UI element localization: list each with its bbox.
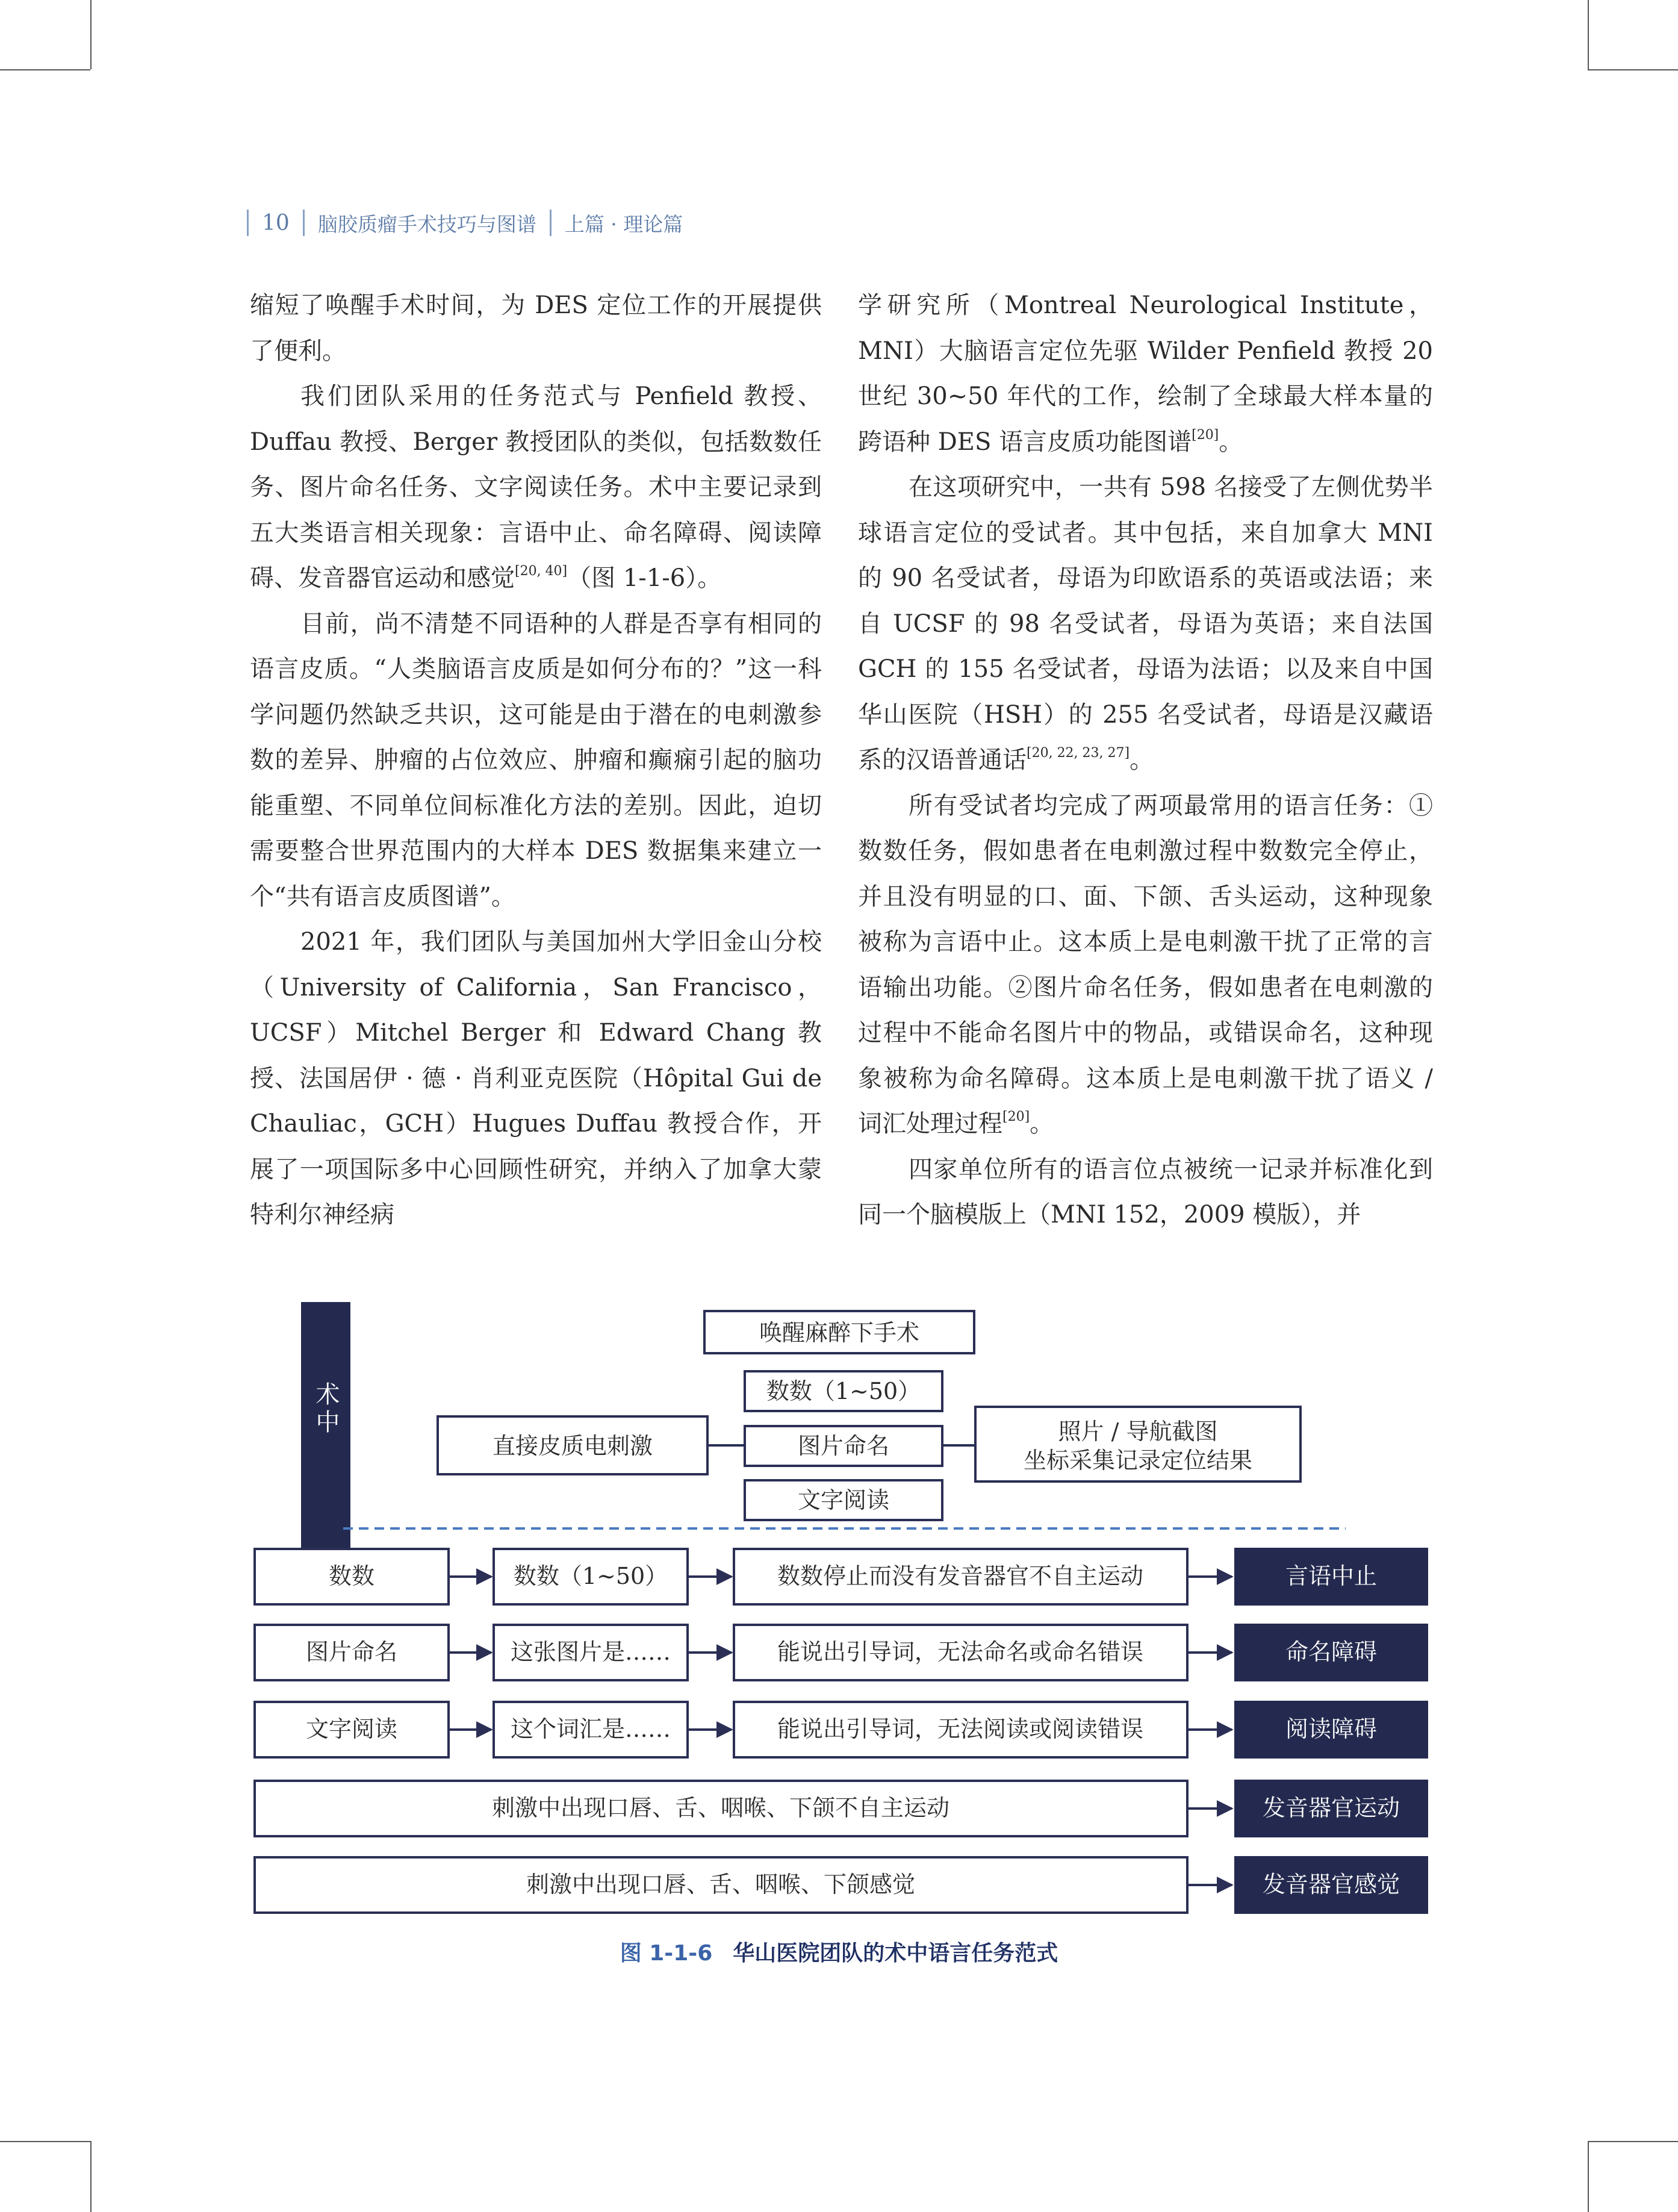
row-result-label: 发音器官感觉 — [1262, 1871, 1400, 1898]
language-task-flowchart — [0, 1265, 1678, 1927]
paragraph-text: 。 — [1219, 428, 1243, 456]
row-task-label: 数数 — [328, 1563, 375, 1589]
header-divider — [550, 210, 552, 236]
paragraph-text: 所有受试者均完成了两项最常用的语言任务：①数数任务，假如患者在电刺激过程中数数完全停止，并且没有明显的口、面、下颌、舌头运动，这种现象被称为言语中止。这本质上是电刺激干扰了正常的言语输出功能。②图片命名任务，假如患者在电刺激的过程中不能命名图片中的物品，或错误命名，这种现象被称为命名障碍。这本质上是电刺激干扰了语义 / 词汇处理过程 — [858, 791, 1433, 1138]
row-task-label: 图片命名 — [305, 1639, 398, 1665]
section-title: 上篇 · 理论篇 — [564, 212, 683, 236]
page-number: 10 — [262, 210, 290, 235]
row-observation-label: 能说出引导词，无法阅读或阅读错误 — [777, 1716, 1144, 1742]
paragraph — [858, 283, 1433, 465]
paragraph-text: 目前，尚不清楚不同语种的人群是否享有相同的语言皮质。“人类脑语言皮质是如何分布的？”这一科学问题仍然缺乏共识，这可能是由于潜在的电刺激参数的差异、肿瘤的占位效应、肿瘤和癫痫引起的脑功能重塑、不同单位间标准化方法的差别。因此，迫切需要整合世界范围内的大样本 DES 数据集来建立一个“共有语言皮质图谱”。 — [250, 609, 822, 911]
crop-mark — [90, 2141, 92, 2212]
des-label: 直接皮质电刺激 — [492, 1433, 653, 1459]
crop-mark — [1588, 2141, 1678, 2142]
task-label: 文字阅读 — [797, 1487, 890, 1513]
intraop-label: 术中 — [312, 1382, 340, 1437]
paragraph-text: 我们团队采用的任务范式与 Penfield 教授、Duffau 教授、Berger 教授团队的类似，包括数数任务、图片命名任务、文字阅读任务。术中主要记录到五大类语言相关现象：言语中止、命名障碍、阅读障碍、发音器官运动和感觉 — [250, 382, 822, 592]
figure-title: 华山医院团队的术中语言任务范式 — [733, 1941, 1058, 1966]
text-column-left — [250, 283, 822, 1238]
header-divider — [303, 210, 305, 236]
row-task-label: 文字阅读 — [305, 1716, 398, 1742]
figure-number: 图 1-1-6 — [620, 1941, 713, 1966]
task-label: 数数（1~50） — [766, 1378, 921, 1404]
paragraph-text: 。 — [1130, 746, 1154, 774]
crop-mark — [90, 0, 92, 69]
paragraph — [250, 283, 822, 374]
header-divider — [247, 210, 249, 236]
crop-mark — [0, 69, 90, 70]
row-prompt-label: 这个词汇是…… — [510, 1716, 671, 1742]
citation: [20, 22, 23, 27] — [1027, 746, 1130, 761]
paragraph-text: （图 1-1-6）。 — [567, 564, 722, 592]
wide-observation-label: 刺激中出现口唇、舌、咽喉、下颌不自主运动 — [491, 1795, 950, 1821]
paragraph-text: 四家单位所有的语言位点被统一记录并标准化到同一个脑模版上（MNI 152，2009 模版），并 — [858, 1155, 1433, 1229]
crop-mark — [0, 2141, 90, 2142]
crop-mark — [1588, 2141, 1589, 2212]
row-result-label: 命名障碍 — [1285, 1639, 1378, 1665]
record-label: 坐标采集记录定位结果 — [1023, 1447, 1253, 1474]
row-observation-label: 能说出引导词，无法命名或命名错误 — [777, 1639, 1144, 1665]
wide-observation-label: 刺激中出现口唇、舌、咽喉、下颌感觉 — [526, 1871, 916, 1898]
book-title: 脑胶质瘤手术技巧与图谱 — [317, 212, 536, 236]
paragraph-text: 在这项研究中，一共有 598 名接受了左侧优势半球语言定位的受试者。其中包括，来自加拿大 MNI 的 90 名受试者，母语为印欧语系的英语或法语；来自 UCSF 的 98 名受试者，母语为英语；来自法国 GCH 的 155 名受试者，母语为法语；以及来自中国华山医院（HSH）的 255 名受试者，母语是汉藏语系的汉语普通话 — [858, 473, 1433, 774]
paragraph-text: 2021 年，我们团队与美国加州大学旧金山分校（University of California，San Francisco，UCSF）Mitchel Berger 和 Edward Chang 教授、法国居伊 · 德 · 肖利亚克医院（Hôpital Gui de Chauliac，GCH）Hugues Duffau 教授合作，开展了一项国际多中心回顾性研究，并纳入了加拿大蒙特利尔神经病 — [250, 928, 822, 1229]
paragraph — [250, 374, 822, 602]
row-observation-label: 数数停止而没有发音器官不自主运动 — [777, 1563, 1144, 1589]
record-label: 照片 / 导航截图 — [1058, 1418, 1218, 1445]
paragraph — [858, 784, 1433, 1147]
paragraph — [858, 465, 1433, 784]
awake-surgery-label: 唤醒麻醉下手术 — [759, 1319, 920, 1346]
row-prompt-label: 这张图片是…… — [510, 1639, 671, 1665]
row-prompt-label: 数数（1~50） — [513, 1563, 668, 1589]
task-label: 图片命名 — [797, 1433, 890, 1459]
text-column-right — [858, 283, 1433, 1238]
row-result-label: 发音器官运动 — [1262, 1795, 1400, 1821]
paragraph-text: 缩短了唤醒手术时间，为 DES 定位工作的开展提供了便利。 — [250, 291, 822, 365]
crop-mark — [1588, 69, 1678, 70]
paragraph-text: 学研究所（Montreal Neurological Institute，MNI）大脑语言定位先驱 Wilder Penfield 教授 20 世纪 30~50 年代的工作，绘制了全球最大样本量的跨语种 DES 语言皮质功能图谱 — [858, 291, 1433, 456]
citation: [20] — [1002, 1109, 1030, 1124]
row-result-label: 阅读障碍 — [1285, 1716, 1378, 1742]
paragraph — [250, 602, 822, 920]
citation: [20, 40] — [515, 564, 568, 579]
paragraph — [250, 920, 822, 1238]
paragraph — [858, 1147, 1433, 1238]
figure-caption — [0, 1936, 1678, 1967]
row-result-label: 言语中止 — [1285, 1563, 1378, 1589]
running-header — [247, 208, 683, 238]
citation: [20] — [1192, 427, 1219, 443]
paragraph-text: 。 — [1030, 1110, 1054, 1138]
crop-mark — [1588, 0, 1589, 69]
